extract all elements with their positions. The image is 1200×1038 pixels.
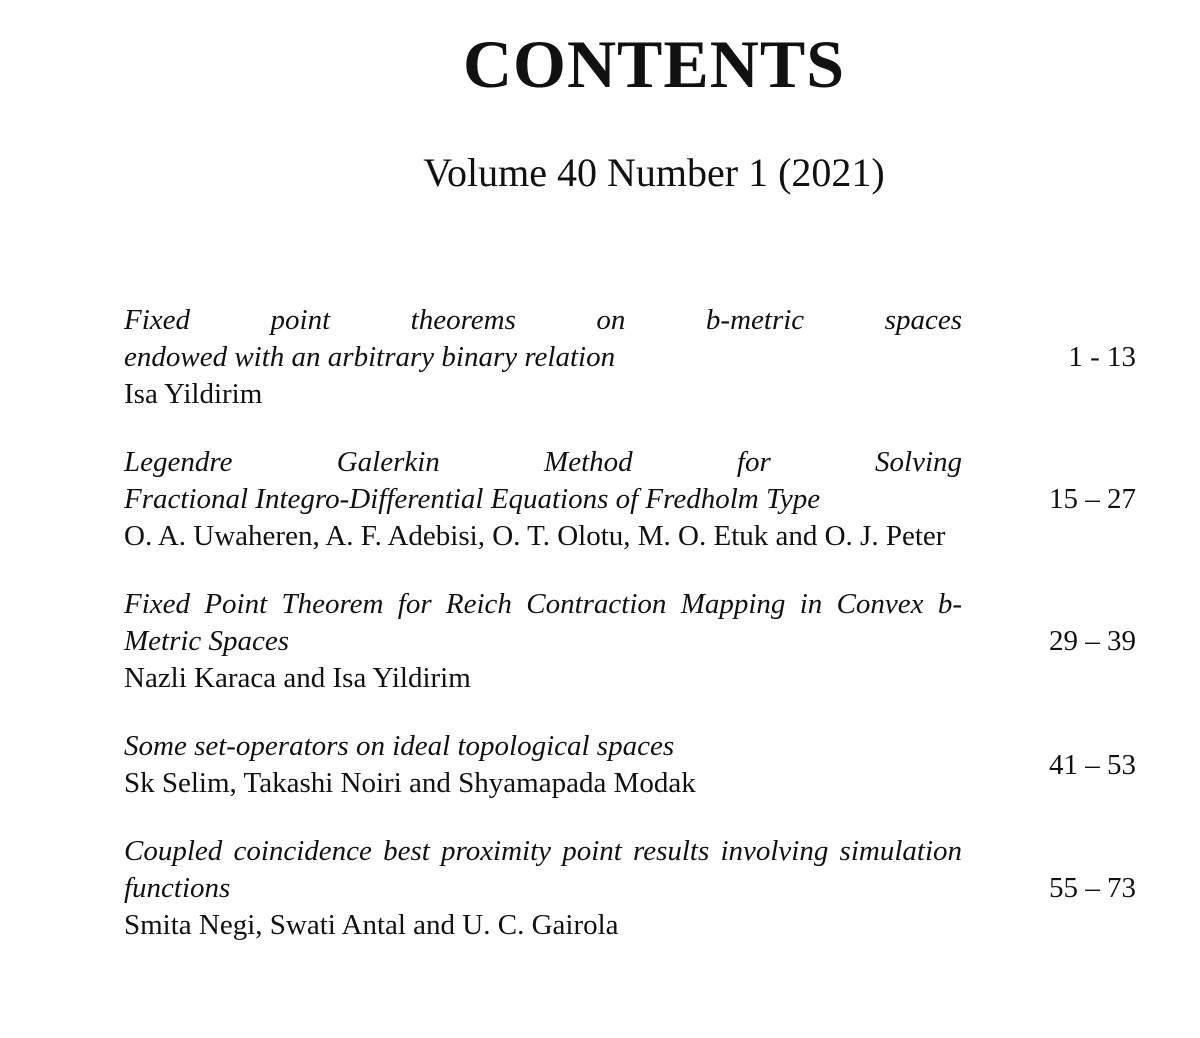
volume-issue-line: Volume 40 Number 1 (2021) bbox=[423, 150, 885, 195]
page-range: 55 – 73 bbox=[1049, 872, 1136, 904]
page-range: 15 – 27 bbox=[1049, 483, 1136, 515]
toc-entry[interactable] bbox=[124, 833, 1164, 944]
article-title[interactable]: Some set-operators on ideal topological spaces bbox=[124, 730, 675, 762]
article-authors: Nazli Karaca and Isa Yildirim bbox=[124, 662, 471, 694]
toc-entry[interactable] bbox=[124, 302, 1164, 413]
article-title[interactable]: Fixed Point Theorem for Reich Contraction Mapping in Convex b-Metric Spaces bbox=[124, 588, 962, 657]
toc-entry[interactable] bbox=[124, 586, 1164, 697]
toc-entry[interactable] bbox=[124, 444, 1164, 555]
article-title[interactable]: Coupled coincidence best proximity point results involving simulation functions bbox=[124, 835, 962, 904]
article-title-line: Fractional Integro-Differential Equations of Fredholm Type bbox=[124, 483, 821, 515]
toc-entry-text bbox=[124, 302, 962, 413]
toc-entry-text bbox=[124, 444, 962, 555]
article-authors: Isa Yildirim bbox=[124, 378, 263, 410]
article-title-line: Legendre Galerkin Method for Solving bbox=[124, 446, 962, 478]
article-title[interactable] bbox=[124, 302, 962, 376]
toc-entry-text bbox=[124, 833, 962, 944]
page-title: CONTENTS bbox=[462, 26, 846, 102]
toc-entry[interactable] bbox=[124, 728, 1164, 802]
article-title-line: endowed with an arbitrary binary relation bbox=[124, 341, 616, 373]
article-authors: O. A. Uwaheren, A. F. Adebisi, O. T. Olotu, M. O. Etuk and O. J. Peter bbox=[124, 520, 946, 552]
article-title[interactable] bbox=[124, 444, 962, 518]
page-range: 1 - 13 bbox=[1068, 341, 1136, 373]
toc-entry-text bbox=[124, 586, 962, 697]
article-authors: Sk Selim, Takashi Noiri and Shyamapada Modak bbox=[124, 767, 696, 799]
article-authors: Smita Negi, Swati Antal and U. C. Gairola bbox=[124, 909, 619, 941]
article-title-line: Fixed point theorems on b-metric spaces bbox=[124, 304, 962, 336]
table-of-contents bbox=[124, 302, 1164, 944]
toc-entry-text bbox=[124, 728, 962, 802]
page-range: 29 – 39 bbox=[1049, 625, 1136, 657]
page-range: 41 – 53 bbox=[1049, 748, 1136, 781]
